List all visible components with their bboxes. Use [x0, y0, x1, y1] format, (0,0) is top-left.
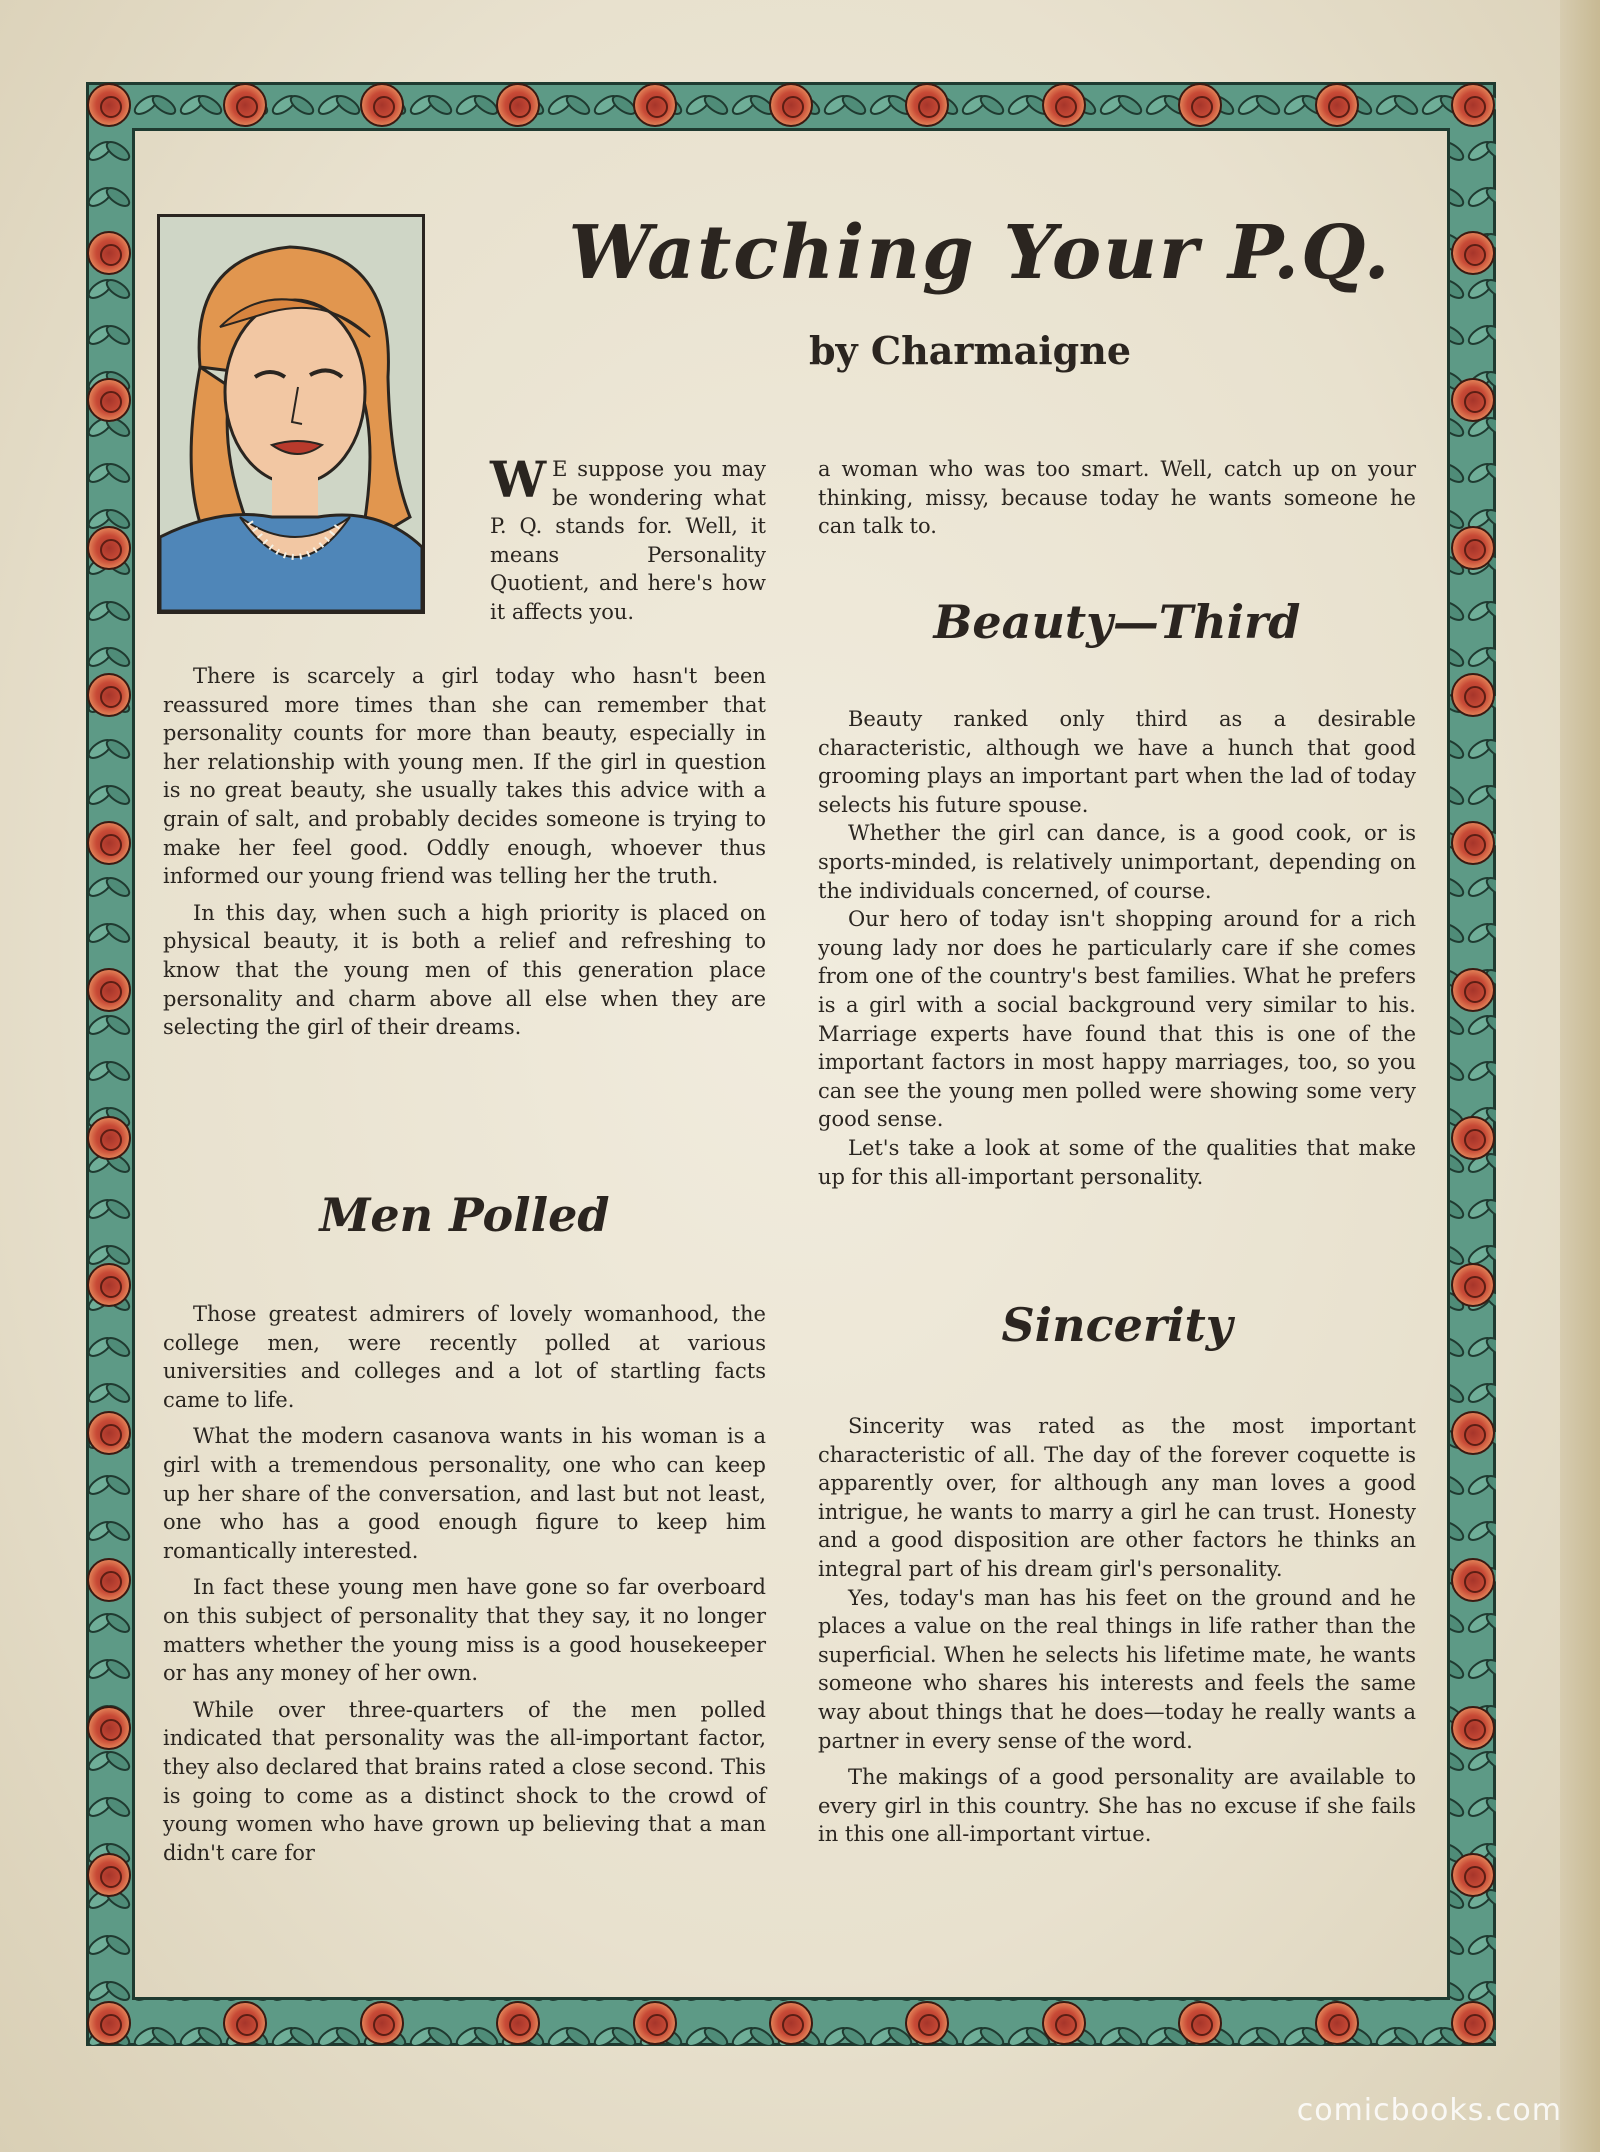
site-watermark: comicbooks.com	[1296, 2093, 1562, 2128]
rose-ornament-icon	[87, 83, 131, 127]
rose-ornament-icon	[1042, 83, 1086, 127]
rose-ornament-icon	[633, 83, 677, 127]
article-byline: by Charmaigne	[808, 328, 1132, 373]
rose-ornament-icon	[496, 2001, 540, 2045]
right-column-body-2	[818, 1412, 1416, 1849]
paragraph: Yes, today's man has his feet on the ground and he places a value on the real things in life rather than the superficial. When he selects his lifetime mate, he wants someone who shares his interests and feels the same way about things that he does—today he really wants a partner in every sense of the word.	[818, 1585, 1416, 1753]
rose-ornament-icon	[1451, 1263, 1495, 1307]
rose-ornament-icon	[1451, 1706, 1495, 1750]
paragraph: Our hero of today isn't shopping around for a rich young lady nor does he particularly care if she comes from one of the country's best families. What he prefers is a girl with a social background very similar to his. Marriage experts have found that this is one of the important factors in most happy marriages, too, so you can see the young men polled were showing some very good sense.	[818, 907, 1416, 1132]
left-column-body-2	[163, 1300, 766, 1867]
rose-ornament-icon	[87, 526, 131, 570]
rose-ornament-icon	[1451, 2001, 1495, 2045]
rose-ornament-icon	[1451, 83, 1495, 127]
rose-ornament-icon	[87, 1116, 131, 1160]
rose-ornament-icon	[87, 231, 131, 275]
rose-ornament-icon	[633, 2001, 677, 2045]
section-heading-sincerity: Sincerity	[1001, 1298, 1233, 1352]
woman-portrait-icon	[160, 217, 422, 611]
rose-ornament-icon	[360, 2001, 404, 2045]
paragraph: What the modern casanova wants in his woman is a girl with a tremendous personality, one who can keep up her share of the conversation, and last but not least, one who has a good enough figure to keep him romantically interested.	[163, 1424, 766, 1563]
drop-cap: W	[490, 450, 547, 509]
rose-ornament-icon	[1451, 526, 1495, 570]
paragraph: The makings of a good personality are available to every girl in this country. She has no excuse if she fails in this one all-important virtue.	[818, 1765, 1416, 1847]
paragraph: a woman who was too smart. Well, catch up on your thinking, missy, because today he wants someone he can talk to.	[818, 457, 1416, 539]
rose-ornament-icon	[87, 1706, 131, 1750]
rose-ornament-icon	[87, 1411, 131, 1455]
intro-text: E suppose you may be wondering what P. Q. stands for. Well, it means Personality Quotient, and here's how it affects you.	[490, 457, 766, 624]
rose-ornament-icon	[1451, 968, 1495, 1012]
paragraph: Let's take a look at some of the qualities that make up for this all-important personality.	[818, 1135, 1416, 1189]
rose-ornament-icon	[1042, 2001, 1086, 2045]
rose-ornament-icon	[87, 378, 131, 422]
rose-ornament-icon	[87, 2001, 131, 2045]
paragraph: Sincerity was rated as the most important characteristic of all. The day of the forever coquette is apparently over, for although any man loves a good intrigue, he wants to marry a girl he can trust. Honesty and a good disposition are other factors he thinks an integral part of his dream girl's personality.	[818, 1414, 1416, 1581]
rose-ornament-icon	[496, 83, 540, 127]
rose-ornament-icon	[1178, 2001, 1222, 2045]
portrait-illustration	[157, 214, 425, 614]
rose-ornament-icon	[1315, 2001, 1359, 2045]
paragraph: Those greatest admirers of lovely womanhood, the college men, were recently polled at various universities and colleges and a lot of startling facts came to life.	[163, 1302, 766, 1412]
right-column-lead	[818, 455, 1416, 541]
left-column-body	[163, 662, 766, 1042]
rose-ornament-icon	[1451, 1116, 1495, 1160]
rose-ornament-icon	[1451, 378, 1495, 422]
rose-ornament-icon	[87, 1263, 131, 1307]
paragraph: In this day, when such a high priority is placed on physical beauty, it is both a relief and refreshing to know that the young men of this generation place personality and charm above all else when they are selecting the girl of their dreams.	[163, 900, 766, 1040]
rose-ornament-icon	[1451, 1411, 1495, 1455]
rose-ornament-icon	[1315, 83, 1359, 127]
page-edge	[1560, 0, 1600, 2152]
rose-ornament-icon	[1451, 231, 1495, 275]
intro-paragraph	[490, 450, 766, 627]
paragraph: In fact these young men have gone so far overboard on this subject of personality that they say, it no longer matters whether the young miss is a good housekeeper or has any money of her own.	[163, 1575, 766, 1686]
rose-ornament-icon	[1451, 673, 1495, 717]
rose-ornament-icon	[769, 2001, 813, 2045]
paragraph: Beauty ranked only third as a desirable characteristic, although we have a hunch that good grooming plays an important part when the lad of today selects his future spouse.	[818, 707, 1416, 817]
paragraph: Whether the girl can dance, is a good cook, or is sports-minded, is relatively unimportant, depending on the individuals concerned, of course.	[818, 821, 1416, 903]
rose-ornament-icon	[1451, 821, 1495, 865]
right-column-body	[818, 705, 1416, 1191]
rose-ornament-icon	[769, 83, 813, 127]
rose-ornament-icon	[87, 821, 131, 865]
section-heading-beauty-third: Beauty—Third	[933, 595, 1301, 649]
rose-ornament-icon	[1178, 83, 1222, 127]
paragraph: There is scarcely a girl today who hasn't been reassured more times than she can remember that personality counts for more than beauty, especially in her relationship with young men. If the girl in question is no great beauty, she usually takes this advice with a grain of salt, and probably decides someone is trying to make her feel good. Oddly enough, whoever thus informed our young friend was telling her the truth.	[163, 664, 766, 889]
rose-ornament-icon	[360, 83, 404, 127]
article-title: Watching Your P.Q.	[568, 210, 1392, 296]
section-heading-men-polled: Men Polled	[319, 1188, 610, 1242]
rose-ornament-icon	[87, 673, 131, 717]
rose-ornament-icon	[87, 968, 131, 1012]
paragraph: While over three-quarters of the men polled indicated that personality was the all-important factor, they also declared that brains rated a close second. This is going to come as a distinct shock to the crowd of young women who have grown up believing that a man didn't care for	[163, 1697, 766, 1865]
